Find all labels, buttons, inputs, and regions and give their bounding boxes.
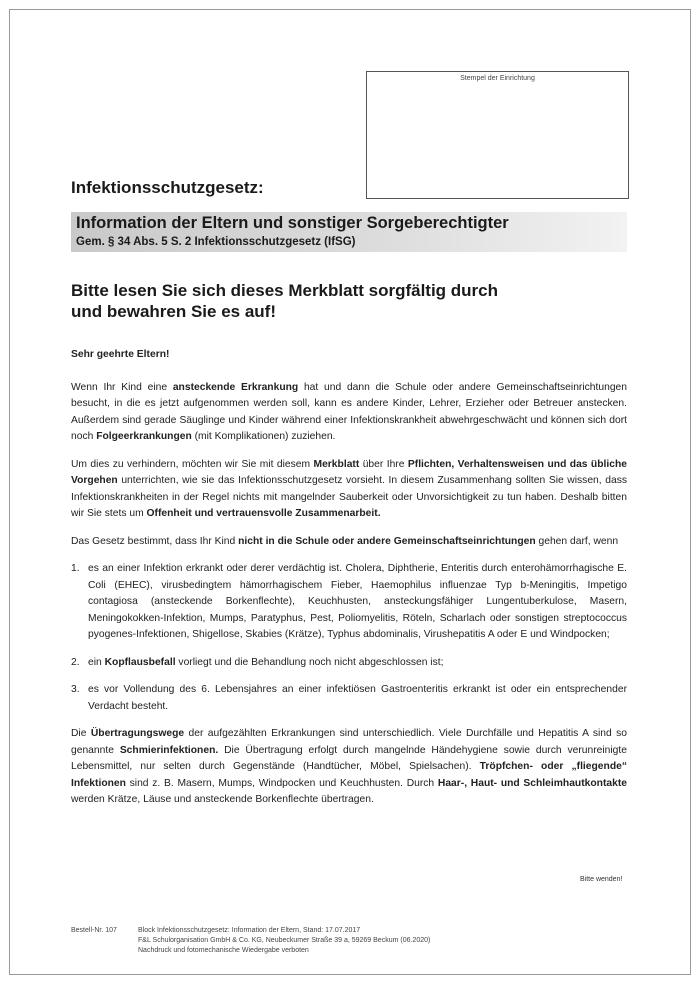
- list-number: 1.: [71, 563, 80, 574]
- emphasis-text: Tröpfchen- oder „fliegende“ Infektionen: [71, 761, 627, 789]
- list-item: [71, 561, 627, 644]
- list-text: [88, 561, 627, 644]
- body-text-run: gehen darf, wenn: [535, 535, 619, 547]
- instruction-heading: [71, 280, 498, 322]
- emphasis-text: Merkblatt: [313, 458, 360, 470]
- emphasis-text: Offenheit und vertrauensvolle Zusammenarbeit.: [146, 508, 381, 519]
- paragraph: [71, 726, 627, 809]
- publisher-line: F&L Schulorganisation GmbH & Co. KG, Neubeckumer Straße 39 a, 59269 Beckum (06.2020): [138, 937, 431, 944]
- body-text-run: Die Übertragung erfolgt durch mangelnde Händehygiene sowie durch verunreinigte Lebensmittel, nur selten durch Gegenstände (Handtücher, Möbel, Spielsachen).: [71, 744, 627, 772]
- body-text-run: Die: [71, 728, 91, 739]
- instruction-heading-line: Bitte lesen Sie sich dieses Merkblatt sorgfältig durch: [71, 281, 499, 300]
- body-text-run: ein: [88, 656, 105, 668]
- order-number: Bestell-Nr. 107: [71, 927, 117, 934]
- body-text-run: Um dies zu verhindern, möchten wir Sie mit diesem: [71, 458, 314, 470]
- body-text-run: Das Gesetz bestimmt, dass Ihr Kind: [71, 535, 239, 547]
- document-title: Information der Eltern und sonstiger Sorgeberechtigter: [76, 214, 509, 232]
- list-item: [71, 655, 627, 672]
- document-heading: Infektionsschutzgesetz:: [71, 178, 264, 197]
- letter-body: [71, 347, 627, 820]
- emphasis-text: Folgeerkrankungen: [96, 431, 192, 442]
- body-text-run: der aufgezählten Erkrankungen sind unterschiedlich. Viele Durchfälle und Hepatitis A sind so genannte: [71, 728, 627, 756]
- legal-reference: Gem. § 34 Abs. 5 S. 2 Infektionsschutzgesetz (IfSG): [76, 236, 356, 248]
- emphasis-text: Pflichten, Verhaltensweisen und das übliche Vorgehen: [71, 458, 627, 486]
- publisher-line: Nachdruck und fotomechanische Wiedergabe verboten: [138, 947, 309, 954]
- stamp-box: [366, 71, 629, 199]
- exclusion-list: [71, 561, 627, 715]
- emphasis-text: Schmierinfektionen.: [119, 744, 219, 756]
- body-text-run: sind z. B. Masern, Mumps, Windpocken und Keuchhusten. Durch: [125, 777, 438, 789]
- greeting: Sehr geehrte Eltern!: [71, 349, 170, 360]
- list-item: [71, 682, 627, 715]
- body-text-run: über Ihre: [359, 458, 408, 470]
- emphasis-text: Kopflausbefall: [104, 656, 176, 668]
- body-text-run: werden Krätze, Läuse und ansteckende Borkenflechte übertragen.: [71, 794, 374, 805]
- body-text-run: (mit Komplikationen) zuziehen.: [191, 431, 336, 442]
- body-text-run: es vor Vollendung des 6. Lebensjahres an einer infektiösen Gastroenteritis erkrankt ist oder ein entsprechender Verdacht besteht.: [88, 684, 627, 712]
- body-text-run: unterrichten, wie sie das Infektionsschutzgesetz vorsieht. In diesem Zusammenhang sollten Sie wissen, dass Infektionskrankheiten in der Regel nichts mit mangelnder Sauberkeit oder Unvorsichtigkeit zu tun haben. Deshalb bitten wir Sie stets um: [71, 475, 627, 519]
- publisher-info: [138, 926, 430, 956]
- body-text-run: es an einer Infektion erkrankt oder derer verdächtig ist. Cholera, Diphtherie, Enteritis durch enterohämorrhagische E. Coli (EHEC), virusbedingtem hämorrhagischem Fieber, Haemophilus influenzae Typ b-Meningitis, Impetigo contagiosa (ansteckende Borkenflechte), Keuchhusten, ansteckungsfähiger Lungentuberkulose, Masern, Meningokokken-Infektion, Mumps, Paratyphus, Pest, Poliomyelitis, Röteln, Scharlach oder sonstigen streptococcus pyogenes-Infektionen, Shigellose, Skabies (Krätze), Typhus abdominalis, Virushepatitis A oder E und Windpocken;: [88, 563, 627, 640]
- list-number: 3.: [71, 684, 80, 695]
- instruction-heading-line: und bewahren Sie es auf!: [71, 302, 276, 321]
- publisher-line: Block Infektionsschutzgesetz: Information der Eltern, Stand: 17.07.2017: [138, 927, 361, 934]
- body-text-run: hat und dann die Schule oder andere Gemeinschaftseinrichtungen besucht, in die es jetzt aufgenommen werden soll, kann es andere Kinder, Lehrer, Erzieher oder Betreuer anstecken. Außerdem sind gerade Säuglinge und Kinder während einer Infektionskrankheit abwehrgeschwächt und können sich dort noch: [71, 381, 628, 442]
- emphasis-text: Übertragungswege: [90, 728, 185, 739]
- list-text: [88, 655, 627, 672]
- stamp-label: Stempel der Einrichtung: [460, 75, 535, 82]
- paragraph: [71, 534, 627, 551]
- list-number: 2.: [71, 656, 80, 668]
- body-text-run: vorliegt und die Behandlung noch nicht abgeschlossen ist;: [175, 656, 444, 668]
- paragraph: [71, 380, 627, 446]
- emphasis-text: Haar-, Haut- und Schleimhautkontakte: [437, 777, 627, 789]
- emphasis-text: nicht in die Schule oder andere Gemeinschaftseinrichtungen: [238, 535, 536, 547]
- turn-over-note: Bitte wenden!: [580, 876, 623, 883]
- body-text-run: Wenn Ihr Kind eine: [71, 381, 173, 393]
- emphasis-text: ansteckende Erkrankung: [172, 381, 299, 393]
- list-text: [88, 682, 627, 715]
- paragraph: [71, 457, 627, 523]
